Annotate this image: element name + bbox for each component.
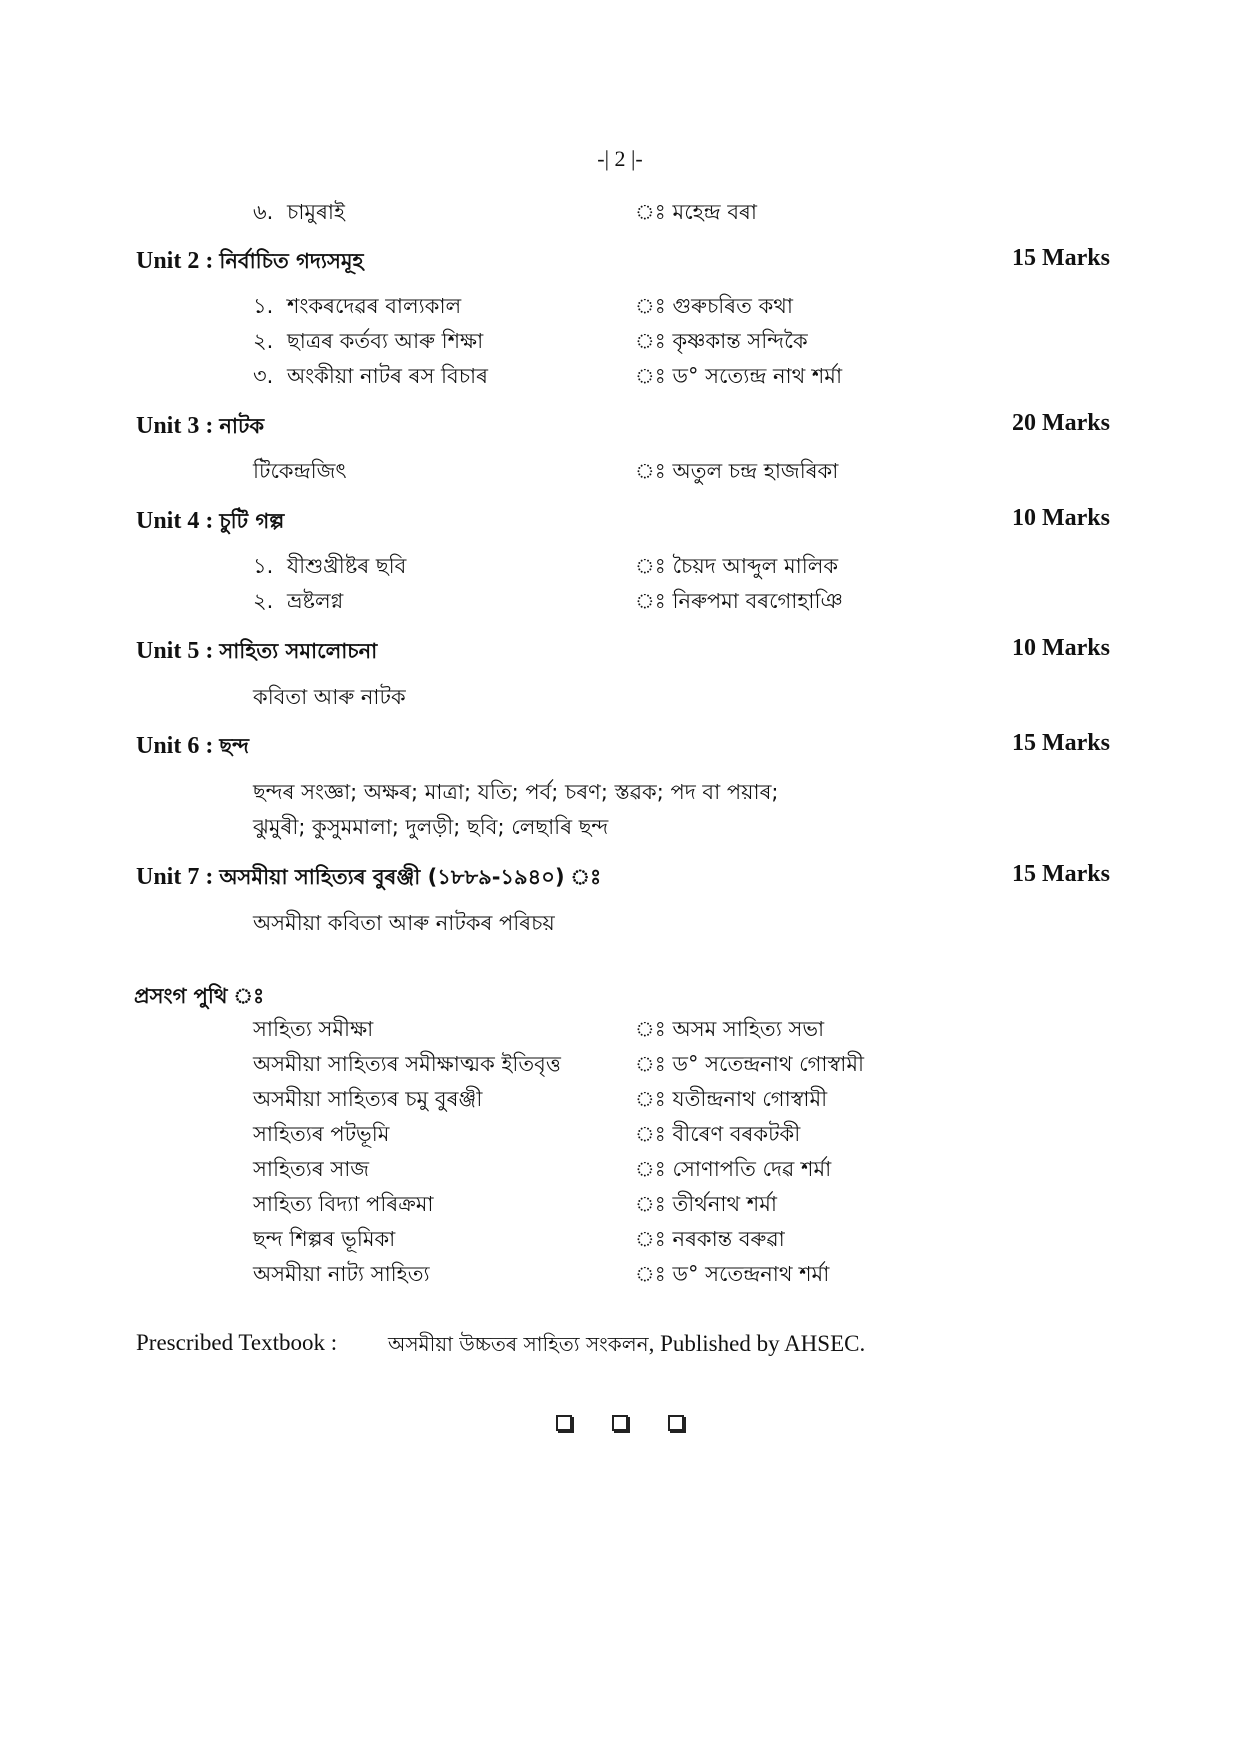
- item-number: ২.: [253, 329, 274, 353]
- reference-author: ঃ তীৰ্থনাথ শৰ্মা: [635, 1192, 777, 1216]
- unit-name: নাটক: [219, 414, 265, 438]
- unit-label: Unit 6 :: [136, 733, 214, 759]
- unit-6-content-line-2: ঝুমুৰী; কুসুমমালা; দুলড়ী; ছবি; লেছাৰি ছন্দ: [253, 815, 609, 839]
- unit-3-marks: 20 Marks: [1012, 410, 1110, 436]
- unit-2-marks: 15 Marks: [1012, 245, 1110, 271]
- item-author: ঃ চৈয়দ আব্দুল মালিক: [635, 554, 839, 578]
- item-number: ৬.: [253, 200, 274, 224]
- reference-author: ঃ যতীন্দ্ৰনাথ গোস্বামী: [635, 1087, 828, 1111]
- list-item: [253, 552, 406, 580]
- end-box-icon: [556, 1415, 572, 1431]
- item-title: ভ্ৰষ্টলগ্ন: [287, 589, 344, 613]
- page-number: -| 2 |-: [597, 146, 643, 171]
- unit-5-content: কবিতা আৰু নাটক: [253, 685, 406, 709]
- item-author: ঃ নিৰুপমা বৰগোহাঞি: [635, 589, 843, 613]
- reference-title: সাহিত্য বিদ্যা পৰিক্ৰমা: [253, 1192, 434, 1216]
- list-item: [253, 587, 343, 615]
- textbook-publisher: , Published by AHSEC.: [648, 1331, 866, 1356]
- reference-title: সাহিত্যৰ সাজ: [253, 1157, 370, 1181]
- item-title: অংকীয়া নাটৰ ৰস বিচাৰ: [287, 364, 488, 388]
- unit-6-title: [136, 730, 249, 765]
- list-item: [253, 292, 461, 320]
- unit-5-marks: 10 Marks: [1012, 635, 1110, 661]
- unit-4-title: [136, 505, 284, 540]
- unit-7-content: অসমীয়া কবিতা আৰু নাটকৰ পৰিচয়: [253, 911, 555, 935]
- unit-name: অসমীয়া সাহিত্যৰ বুৰঞ্জী (১৮৮৯-১৯৪০) ঃ: [219, 865, 602, 889]
- textbook-name: অসমীয়া উচ্চতৰ সাহিত্য সংকলন: [388, 1332, 649, 1356]
- item-title: ছাত্ৰৰ কৰ্তব্য আৰু শিক্ষা: [287, 329, 484, 353]
- reference-author: ঃ বীৰেণ বৰকটকী: [635, 1122, 801, 1146]
- unit-name: চুটি গল্প: [219, 509, 285, 533]
- textbook-label: Prescribed Textbook :: [136, 1330, 338, 1355]
- reference-author: ঃ সোণাপতি দেৱ শৰ্মা: [635, 1157, 832, 1181]
- item-author: ঃ মহেন্দ্ৰ বৰা: [635, 200, 757, 224]
- item-title: চামুৰাই: [287, 200, 345, 224]
- reference-author: ঃ নৰকান্ত বৰুৱা: [635, 1227, 785, 1251]
- textbook-value: [388, 1330, 865, 1363]
- unit-2-title: [136, 245, 364, 280]
- reference-title: অসমীয়া সাহিত্যৰ চমু বুৰঞ্জী: [253, 1087, 483, 1111]
- unit-name: নিৰ্বাচিত গদ্যসমূহ: [219, 249, 364, 273]
- item-author: ঃ কৃষ্ণকান্ত সন্দিকৈ: [635, 329, 808, 353]
- item-author: ঃ ড° সত্যেন্দ্ৰ নাথ শৰ্মা: [635, 364, 843, 388]
- unit-3-title: [136, 410, 264, 445]
- unit-label: Unit 3 :: [136, 413, 214, 439]
- item-title: টিকেন্দ্ৰজিৎ: [253, 459, 347, 483]
- item-number: ৩.: [253, 364, 274, 388]
- reference-author: ঃ ড° সতেন্দ্ৰনাথ শৰ্মা: [635, 1262, 830, 1286]
- list-item: [253, 362, 488, 390]
- unit-7-marks: 15 Marks: [1012, 861, 1110, 887]
- end-box-icon: [612, 1415, 628, 1431]
- item-title: শংকৰদেৱৰ বাল্যকাল: [287, 294, 462, 318]
- reference-author: ঃ ড° সতেন্দ্ৰনাথ গোস্বামী: [635, 1052, 865, 1076]
- reference-title: সাহিত্য সমীক্ষা: [253, 1017, 374, 1041]
- item-author: ঃ গুৰুচৰিত কথা: [635, 294, 793, 318]
- unit-4-marks: 10 Marks: [1012, 505, 1110, 531]
- item-number: ২.: [253, 589, 274, 613]
- item-number: ১.: [253, 554, 274, 578]
- unit-name: সাহিত্য সমালোচনা: [219, 639, 378, 663]
- unit-6-marks: 15 Marks: [1012, 730, 1110, 756]
- reference-title: অসমীয়া সাহিত্যৰ সমীক্ষাত্মক ইতিবৃত্ত: [253, 1052, 561, 1076]
- reference-title: অসমীয়া নাট্য সাহিত্য: [253, 1262, 430, 1286]
- end-box-icon: [668, 1415, 684, 1431]
- item-number: ১.: [253, 294, 274, 318]
- unit-label: Unit 4 :: [136, 508, 214, 534]
- unit-label: Unit 5 :: [136, 638, 214, 664]
- unit-6-content-line-1: ছন্দৰ সংজ্ঞা; অক্ষৰ; মাত্ৰা; যতি; পৰ্ব; চৰণ; স্তৱক; পদ বা পয়াৰ;: [253, 780, 779, 804]
- item-title: যীশুখ্ৰীষ্টৰ ছবি: [287, 554, 407, 578]
- list-item: [253, 327, 483, 355]
- reference-title: ছন্দ শিল্পৰ ভূমিকা: [253, 1227, 396, 1251]
- unit-5-title: [136, 635, 377, 670]
- unit-name: ছন্দ: [219, 734, 249, 758]
- item-author: ঃ অতুল চন্দ্ৰ হাজৰিকা: [635, 459, 839, 483]
- reference-title: সাহিত্যৰ পটভূমি: [253, 1122, 390, 1146]
- unit-7-title: [136, 861, 601, 896]
- list-item: [253, 198, 345, 226]
- unit-label: Unit 2 :: [136, 248, 214, 274]
- references-heading: প্ৰসংগ পুথি ঃ: [134, 984, 265, 1008]
- reference-author: ঃ অসম সাহিত্য সভা: [635, 1017, 825, 1041]
- unit-label: Unit 7 :: [136, 864, 214, 890]
